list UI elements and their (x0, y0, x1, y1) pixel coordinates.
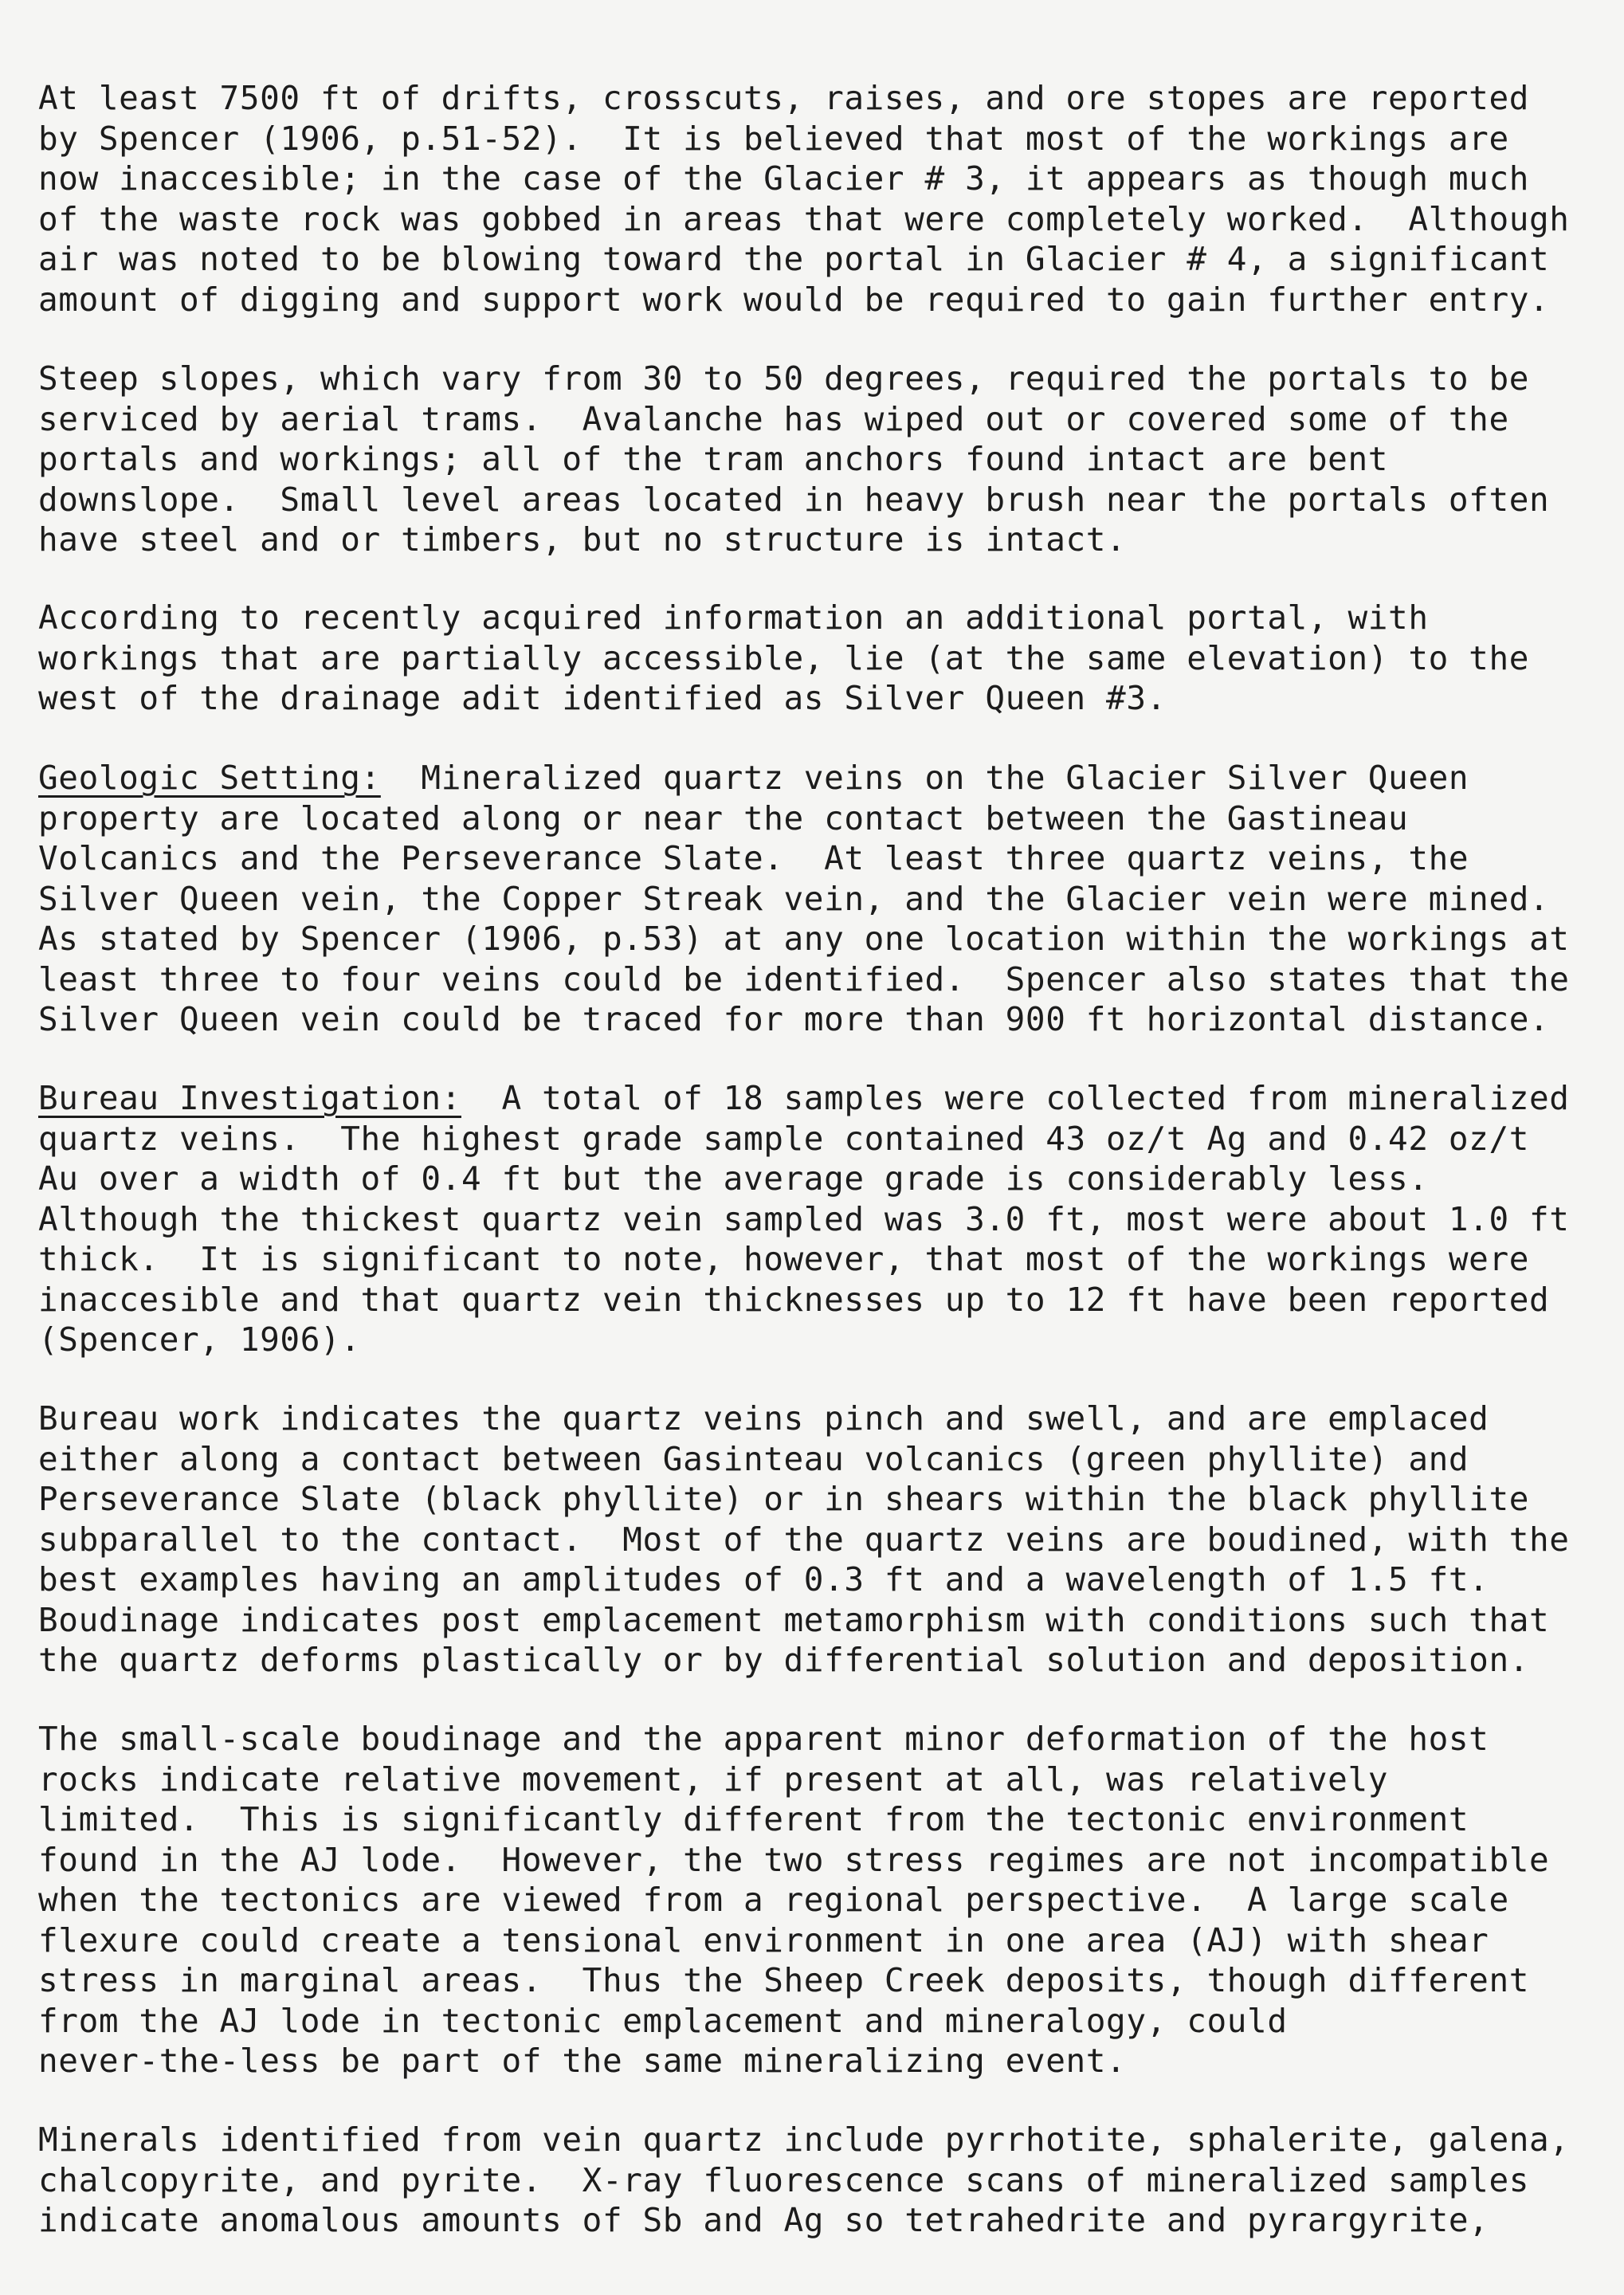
text-line: rocks indicate relative movement, if present at all, was relatively (38, 1760, 1389, 1799)
heading-line-text: A total of 18 samples were collected from mineralized (461, 1079, 1570, 1117)
text-line: The small-scale boudinage and the apparent minor deformation of the host (38, 1720, 1489, 1758)
text-line: inaccesible and that quartz vein thicknesses up to 12 ft have been reported (38, 1280, 1550, 1319)
text-line (38, 758, 1592, 798)
text-line: (Spencer, 1906). (38, 1320, 361, 1359)
heading-line-text: Mineralized quartz veins on the Glacier Silver Queen (380, 759, 1469, 797)
text-line: when the tectonics are viewed from a regional perspective. A large scale (38, 1881, 1509, 1919)
paragraph-minerals-identified (38, 2120, 1592, 2241)
paragraph-bureau-investigation (38, 1078, 1592, 1360)
text-line: best examples having an amplitudes of 0.3 ft and a wavelength of 1.5 ft. (38, 1560, 1489, 1599)
text-line: west of the drainage adit identified as Silver Queen #3. (38, 679, 1167, 717)
text-line: found in the AJ lode. However, the two stress regimes are not incompatible (38, 1840, 1550, 1879)
text-line: air was noted to be blowing toward the portal in Glacier # 4, a significant (38, 240, 1550, 278)
text-line: Silver Queen vein could be traced for more than 900 ft horizontal distance. (38, 1000, 1550, 1038)
text-line: As stated by Spencer (1906, p.53) at any one location within the workings at (38, 920, 1570, 958)
text-line: the quartz deforms plastically or by differential solution and deposition. (38, 1641, 1530, 1679)
text-line: Minerals identified from vein quartz include pyrrhotite, sphalerite, galena, (38, 2120, 1570, 2159)
text-line: Steep slopes, which vary from 30 to 50 degrees, required the portals to be (38, 359, 1530, 398)
text-line: now inaccesible; in the case of the Glacier # 3, it appears as though much (38, 159, 1530, 198)
text-line: indicate anomalous amounts of Sb and Ag so tetrahedrite and pyrargyrite, (38, 2201, 1489, 2239)
section-heading-geologic-setting: Geologic Setting: (38, 759, 381, 797)
text-line: have steel and or timbers, but no structure is intact. (38, 520, 1127, 559)
text-line (38, 1078, 1592, 1119)
text-line: flexure could create a tensional environment in one area (AJ) with shear (38, 1920, 1489, 1960)
text-line: quartz veins. The highest grade sample contained 43 oz/t Ag and 0.42 oz/t (38, 1119, 1530, 1158)
text-line: of the waste rock was gobbed in areas that were completely worked. Although (38, 199, 1570, 238)
text-line: Boudinage indicates post emplacement metamorphism with conditions such that (38, 1600, 1550, 1639)
section-heading-bureau-investigation: Bureau Investigation: (38, 1079, 461, 1117)
text-line: At least 7500 ft of drifts, crosscuts, raises, and ore stopes are reported (38, 79, 1530, 117)
text-line: According to recently acquired information an additional portal, with (38, 598, 1429, 637)
text-line: from the AJ lode in tectonic emplacement and mineralogy, could (38, 2001, 1288, 2040)
paragraph-geologic-setting (38, 758, 1592, 1040)
text-line: amount of digging and support work would be required to gain further entry. (38, 280, 1550, 319)
text-line: Bureau work indicates the quartz veins pinch and swell, and are emplaced (38, 1399, 1489, 1438)
paragraph-steep-slopes (38, 359, 1592, 560)
text-line: never-the-less be part of the same mineralizing event. (38, 2042, 1127, 2080)
text-line: Au over a width of 0.4 ft but the average grade is considerably less. (38, 1159, 1429, 1198)
paragraph-additional-portal (38, 598, 1592, 719)
text-line: stress in marginal areas. Thus the Sheep Creek deposits, though different (38, 1961, 1530, 1999)
text-line: property are located along or near the contact between the Gastineau (38, 798, 1409, 838)
text-line: Silver Queen vein, the Copper Streak vein, and the Glacier vein were mined. (38, 879, 1550, 918)
text-line: Volcanics and the Perseverance Slate. At least three quartz veins, the (38, 839, 1469, 877)
text-line: portals and workings; all of the tram anchors found intact are bent (38, 440, 1389, 478)
text-line: by Spencer (1906, p.51-52). It is believed that most of the workings are (38, 119, 1509, 158)
text-line: downslope. Small level areas located in heavy brush near the portals often (38, 480, 1550, 519)
text-line: chalcopyrite, and pyrite. X-ray fluorescence scans of mineralized samples (38, 2160, 1530, 2199)
paragraph-boudinage-deformation (38, 1719, 1592, 2081)
text-line: Perseverance Slate (black phyllite) or in shears within the black phyllite (38, 1480, 1530, 1518)
text-line: serviced by aerial trams. Avalanche has wiped out or covered some of the (38, 399, 1509, 438)
paragraph-bureau-work (38, 1399, 1592, 1681)
text-line: thick. It is significant to note, however, that most of the workings were (38, 1240, 1530, 1278)
text-line: limited. This is significantly different from the tectonic environment (38, 1800, 1469, 1838)
text-line: least three to four veins could be identified. Spencer also states that the (38, 959, 1570, 998)
text-line: subparallel to the contact. Most of the quartz veins are boudined, with the (38, 1520, 1570, 1559)
text-line: either along a contact between Gasinteau volcanics (green phyllite) and (38, 1439, 1469, 1478)
text-line: workings that are partially accessible, lie (at the same elevation) to the (38, 638, 1530, 677)
text-line: Although the thickest quartz vein sampled was 3.0 ft, most were about 1.0 ft (38, 1199, 1570, 1238)
paragraph-workings-extent (38, 78, 1592, 320)
